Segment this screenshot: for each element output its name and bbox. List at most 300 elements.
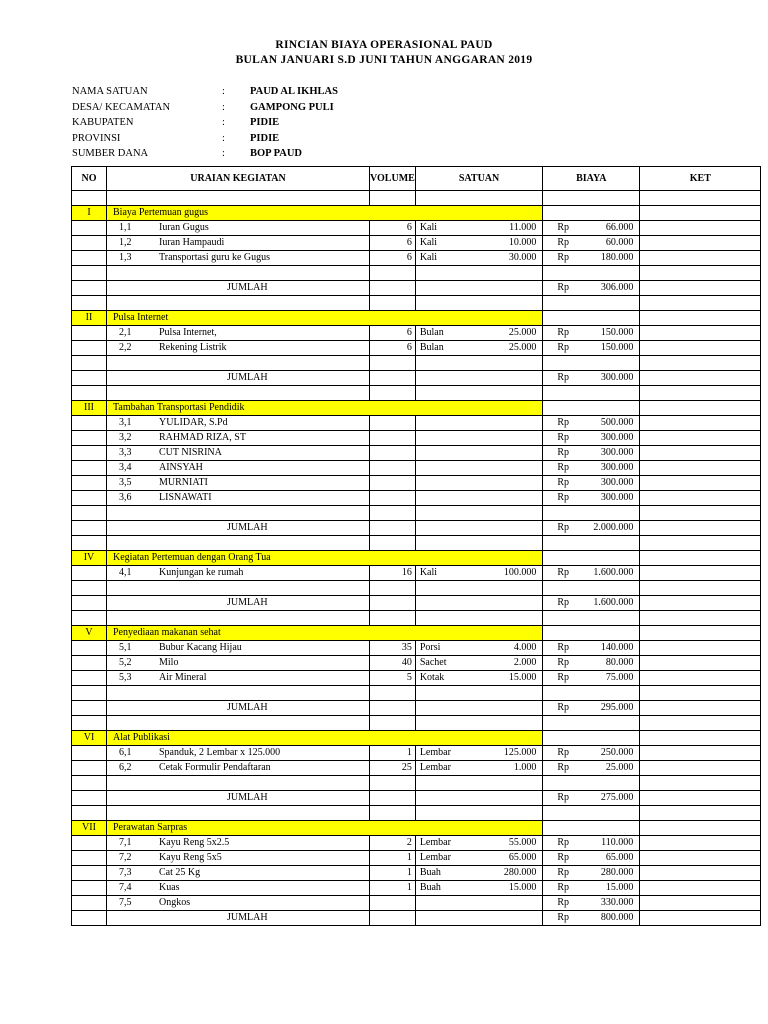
amount-value: 295.000 (600, 702, 634, 713)
table-row (72, 881, 761, 896)
item-code: 6,1 (119, 747, 132, 758)
info-colon: : (222, 132, 225, 144)
empty-cell (640, 191, 761, 206)
amount (543, 656, 639, 670)
currency-label: Rp (557, 282, 569, 293)
empty-cell (543, 731, 640, 746)
item-unit: Buah (415, 881, 504, 896)
empty-cell (640, 551, 761, 566)
total-label-text: JUMLAH (227, 792, 268, 803)
item-note (640, 326, 761, 341)
item-unit: Kali (415, 236, 504, 251)
item-note (640, 461, 761, 476)
empty-cell (415, 791, 504, 806)
amount-value: 306.000 (600, 282, 634, 293)
item-code: 1,3 (119, 252, 132, 263)
empty-row (72, 806, 761, 821)
currency-label: Rp (557, 912, 569, 923)
item-volume: 1 (370, 866, 416, 881)
empty-cell (107, 356, 370, 371)
item-volume: 2 (370, 836, 416, 851)
empty-cell (107, 776, 370, 791)
empty-cell (72, 431, 107, 446)
section-title (107, 626, 543, 641)
table-row (72, 851, 761, 866)
item-code: 6,2 (119, 762, 132, 773)
item-note (640, 416, 761, 431)
item-note (640, 761, 761, 776)
amount-value: 2.000.000 (593, 522, 634, 533)
empty-cell (504, 521, 543, 536)
total-label (107, 521, 370, 536)
empty-cell (415, 266, 504, 281)
info-row (72, 115, 338, 131)
item-unit-price: 10.000 (504, 236, 543, 251)
table-row (72, 746, 761, 761)
item-note (640, 896, 761, 911)
table-row (72, 761, 761, 776)
total-label-text: JUMLAH (227, 912, 268, 923)
item-description (107, 251, 370, 266)
amount (543, 251, 639, 265)
empty-cell (72, 596, 107, 611)
total-label (107, 791, 370, 806)
item-description (107, 461, 370, 476)
empty-cell (72, 911, 107, 926)
item-unit: Kali (415, 251, 504, 266)
item-code: 5,3 (119, 672, 132, 683)
empty-cell (415, 611, 504, 626)
section-row (72, 731, 761, 746)
item-unit: Kali (415, 566, 504, 581)
amount (543, 431, 639, 445)
empty-cell (72, 416, 107, 431)
empty-cell (107, 296, 370, 311)
item-note (640, 446, 761, 461)
total-label-text: JUMLAH (227, 597, 268, 608)
section-number: III (72, 401, 107, 416)
item-unit-price: 65.000 (504, 851, 543, 866)
empty-cell (370, 266, 416, 281)
info-row (72, 100, 338, 116)
item-unit-price: 15.000 (504, 671, 543, 686)
empty-cell (504, 611, 543, 626)
item-name: RAHMAD RIZA, ST (159, 432, 246, 443)
item-code: 3,4 (119, 462, 132, 473)
info-colon: : (222, 86, 225, 98)
item-note (640, 476, 761, 491)
amount-value: 180.000 (600, 252, 634, 263)
amount (543, 596, 639, 610)
currency-label: Rp (557, 657, 569, 668)
empty-cell (72, 191, 107, 206)
item-volume: 40 (370, 656, 416, 671)
item-note (640, 566, 761, 581)
item-volume: 16 (370, 566, 416, 581)
empty-cell (370, 776, 416, 791)
total-label (107, 596, 370, 611)
empty-cell (504, 281, 543, 296)
empty-cell (640, 611, 761, 626)
empty-cell (107, 686, 370, 701)
item-unit: Lembar (415, 761, 504, 776)
empty-cell (370, 191, 416, 206)
item-code: 3,3 (119, 447, 132, 458)
empty-cell (72, 671, 107, 686)
item-name: Cetak Formulir Pendaftaran (159, 762, 271, 773)
amount-value: 330.000 (600, 897, 634, 908)
empty-cell (72, 581, 107, 596)
item-note (640, 341, 761, 356)
item-code: 3,2 (119, 432, 132, 443)
empty-cell (370, 806, 416, 821)
currency-label: Rp (557, 747, 569, 758)
empty-row (72, 191, 761, 206)
item-description (107, 416, 370, 431)
item-description (107, 866, 370, 881)
item-code: 7,5 (119, 897, 132, 908)
empty-cell (370, 611, 416, 626)
info-value: PIDIE (250, 132, 280, 144)
item-unit: Sachet (415, 656, 504, 671)
empty-cell (415, 191, 504, 206)
empty-cell (640, 206, 761, 221)
empty-cell (415, 911, 504, 926)
section-number: V (72, 626, 107, 641)
item-unit-price: 25.000 (504, 326, 543, 341)
item-name: Kunjungan ke rumah (159, 567, 244, 578)
item-unit-price: 4.000 (504, 641, 543, 656)
amount (543, 341, 639, 355)
empty-cell (72, 701, 107, 716)
amount (543, 881, 639, 895)
item-volume (370, 896, 416, 911)
amount (543, 791, 639, 805)
empty-cell (415, 296, 504, 311)
total-row (72, 281, 761, 296)
info-colon: : (222, 117, 225, 129)
empty-cell (543, 266, 640, 281)
amount-value: 25.000 (605, 762, 634, 773)
item-unit-price: 100.000 (504, 566, 543, 581)
item-cost (543, 431, 640, 446)
currency-label: Rp (557, 237, 569, 248)
empty-cell (415, 686, 504, 701)
table-row (72, 461, 761, 476)
header-no: NO (72, 167, 107, 191)
section-row (72, 821, 761, 836)
empty-cell (72, 656, 107, 671)
table-header-row (72, 167, 761, 191)
empty-cell (107, 191, 370, 206)
total-label (107, 371, 370, 386)
item-name: Transportasi guru ke Gugus (159, 252, 271, 263)
total-cost (543, 701, 640, 716)
item-volume (370, 491, 416, 506)
item-unit: Porsi (415, 641, 504, 656)
section-title-text: Alat Publikasi (113, 732, 170, 743)
item-unit-price: 2.000 (504, 656, 543, 671)
item-description (107, 746, 370, 761)
empty-cell (370, 521, 416, 536)
currency-label: Rp (557, 492, 569, 503)
empty-cell (640, 731, 761, 746)
section-title-text: Perawatan Sarpras (113, 822, 188, 833)
empty-cell (640, 581, 761, 596)
total-cost (543, 521, 640, 536)
item-name: Iuran Hampaudi (159, 237, 225, 248)
amount (543, 836, 639, 850)
item-volume: 35 (370, 641, 416, 656)
total-cost (543, 371, 640, 386)
item-code: 7,1 (119, 837, 132, 848)
empty-cell (504, 911, 543, 926)
total-label (107, 701, 370, 716)
item-cost (543, 341, 640, 356)
item-unit-price (504, 491, 543, 506)
empty-cell (504, 791, 543, 806)
item-code: 7,3 (119, 867, 132, 878)
item-description (107, 431, 370, 446)
amount (543, 476, 639, 490)
item-unit: Bulan (415, 341, 504, 356)
amount-value: 500.000 (600, 417, 634, 428)
empty-cell (72, 476, 107, 491)
section-title (107, 206, 543, 221)
item-code: 7,4 (119, 882, 132, 893)
empty-cell (107, 266, 370, 281)
header-ket: KET (640, 167, 761, 191)
empty-cell (640, 701, 761, 716)
currency-label: Rp (557, 417, 569, 428)
empty-cell (504, 776, 543, 791)
amount-value: 300.000 (600, 492, 634, 503)
currency-label: Rp (557, 897, 569, 908)
empty-cell (72, 641, 107, 656)
empty-row (72, 536, 761, 551)
total-row (72, 596, 761, 611)
empty-cell (107, 506, 370, 521)
item-cost (543, 836, 640, 851)
item-cost (543, 236, 640, 251)
item-cost (543, 746, 640, 761)
amount (543, 671, 639, 685)
table-row (72, 476, 761, 491)
item-note (640, 746, 761, 761)
empty-cell (72, 221, 107, 236)
empty-cell (640, 296, 761, 311)
item-unit (415, 446, 504, 461)
currency-label: Rp (557, 342, 569, 353)
document-subtitle: BULAN JANUARI S.D JUNI TAHUN ANGGARAN 2019 (235, 54, 533, 66)
amount (543, 281, 639, 295)
currency-label: Rp (557, 477, 569, 488)
item-description (107, 836, 370, 851)
empty-cell (72, 791, 107, 806)
currency-label: Rp (557, 567, 569, 578)
empty-cell (370, 506, 416, 521)
currency-label: Rp (557, 837, 569, 848)
info-colon: : (222, 101, 225, 113)
empty-cell (640, 521, 761, 536)
currency-label: Rp (557, 252, 569, 263)
item-unit-price: 1.000 (504, 761, 543, 776)
amount (543, 911, 639, 925)
info-label: SUMBER DANA (72, 148, 149, 160)
empty-cell (415, 371, 504, 386)
item-description (107, 341, 370, 356)
empty-cell (370, 911, 416, 926)
section-number: I (72, 206, 107, 221)
empty-cell (370, 596, 416, 611)
empty-cell (640, 311, 761, 326)
currency-label: Rp (557, 462, 569, 473)
item-code: 3,6 (119, 492, 132, 503)
item-name: Air Mineral (159, 672, 207, 683)
currency-label: Rp (557, 447, 569, 458)
item-unit-price: 280.000 (504, 866, 543, 881)
total-cost (543, 911, 640, 926)
empty-cell (370, 701, 416, 716)
total-label (107, 281, 370, 296)
empty-cell (504, 701, 543, 716)
item-unit: Kali (415, 221, 504, 236)
empty-cell (72, 326, 107, 341)
empty-cell (72, 806, 107, 821)
empty-cell (107, 386, 370, 401)
empty-cell (107, 536, 370, 551)
empty-cell (415, 386, 504, 401)
item-unit-price (504, 896, 543, 911)
item-name: Kuas (159, 882, 180, 893)
empty-cell (415, 581, 504, 596)
currency-label: Rp (557, 222, 569, 233)
item-unit-price: 15.000 (504, 881, 543, 896)
empty-cell (640, 716, 761, 731)
currency-label: Rp (557, 672, 569, 683)
item-unit (415, 461, 504, 476)
item-cost (543, 446, 640, 461)
empty-cell (72, 851, 107, 866)
empty-cell (415, 356, 504, 371)
item-note (640, 836, 761, 851)
table-row (72, 656, 761, 671)
table-row (72, 671, 761, 686)
item-description (107, 566, 370, 581)
item-volume (370, 431, 416, 446)
empty-cell (543, 626, 640, 641)
empty-cell (415, 596, 504, 611)
item-unit: Bulan (415, 326, 504, 341)
table-row (72, 566, 761, 581)
item-unit (415, 491, 504, 506)
empty-row (72, 386, 761, 401)
item-unit (415, 431, 504, 446)
empty-row (72, 506, 761, 521)
empty-cell (504, 191, 543, 206)
item-code: 4,1 (119, 567, 132, 578)
empty-cell (640, 371, 761, 386)
empty-cell (543, 296, 640, 311)
section-title-text: Pulsa Internet (113, 312, 169, 323)
info-block (72, 84, 338, 162)
info-label: NAMA SATUAN (72, 86, 148, 98)
empty-cell (543, 806, 640, 821)
item-name: YULIDAR, S.Pd (159, 417, 228, 428)
currency-label: Rp (557, 867, 569, 878)
empty-row (72, 296, 761, 311)
item-unit: Lembar (415, 746, 504, 761)
amount (543, 446, 639, 460)
empty-cell (370, 386, 416, 401)
empty-cell (640, 806, 761, 821)
item-name: Cat 25 Kg (159, 867, 201, 878)
empty-cell (543, 611, 640, 626)
total-row (72, 701, 761, 716)
item-description (107, 326, 370, 341)
item-code: 3,1 (119, 417, 132, 428)
item-volume: 25 (370, 761, 416, 776)
currency-label: Rp (557, 702, 569, 713)
item-volume (370, 476, 416, 491)
empty-cell (72, 446, 107, 461)
section-row (72, 626, 761, 641)
section-row (72, 551, 761, 566)
empty-cell (370, 791, 416, 806)
info-label: PROVINSI (72, 132, 121, 144)
empty-cell (370, 281, 416, 296)
total-label (107, 911, 370, 926)
amount (543, 866, 639, 880)
amount (543, 491, 639, 505)
amount-value: 60.000 (605, 237, 634, 248)
currency-label: Rp (557, 372, 569, 383)
amount-value: 275.000 (600, 792, 634, 803)
section-row (72, 401, 761, 416)
item-unit (415, 896, 504, 911)
empty-cell (415, 521, 504, 536)
empty-cell (72, 716, 107, 731)
section-row (72, 311, 761, 326)
document-title: RINCIAN BIAYA OPERASIONAL PAUD (275, 39, 493, 51)
empty-cell (72, 611, 107, 626)
info-label: KABUPATEN (72, 117, 134, 129)
item-cost (543, 896, 640, 911)
empty-cell (370, 371, 416, 386)
item-description (107, 236, 370, 251)
currency-label: Rp (557, 327, 569, 338)
table-row (72, 326, 761, 341)
amount-value: 280.000 (600, 867, 634, 878)
item-description (107, 491, 370, 506)
empty-cell (504, 371, 543, 386)
item-unit-price (504, 461, 543, 476)
empty-cell (504, 581, 543, 596)
table-row (72, 251, 761, 266)
empty-row (72, 776, 761, 791)
empty-cell (370, 296, 416, 311)
total-cost (543, 791, 640, 806)
empty-cell (72, 836, 107, 851)
item-name: Spanduk, 2 Lembar x 125.000 (159, 747, 281, 758)
section-title (107, 551, 543, 566)
empty-cell (504, 266, 543, 281)
item-code: 2,2 (119, 342, 132, 353)
amount-value: 1.600.000 (593, 597, 634, 608)
table-row (72, 836, 761, 851)
item-unit: Lembar (415, 836, 504, 851)
empty-cell (543, 581, 640, 596)
